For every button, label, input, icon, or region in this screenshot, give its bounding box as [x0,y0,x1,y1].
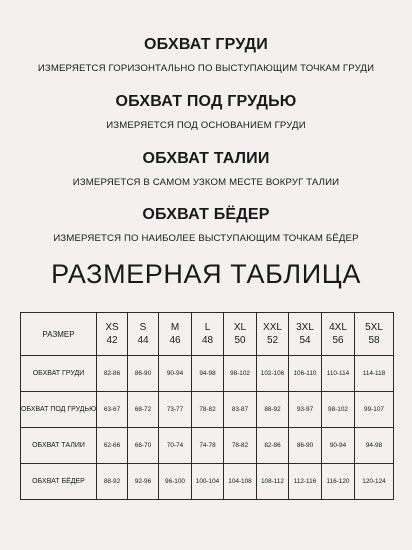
table-cell: 62-66 [97,428,128,464]
size-letter: M [170,322,180,333]
table-cell: 86-90 [289,428,322,464]
table-cell: 120-124 [355,464,394,500]
size-number: 44 [137,335,149,346]
table-cell: 104-108 [224,464,257,500]
row-label: ОБХВАТ БЁДЕР [21,464,97,500]
section-description: ИЗМЕРЯЕТСЯ ПОД ОСНОВАНИЕМ ГРУДИ [106,120,306,131]
table-cell: 74-78 [192,428,224,464]
table-cell: 88-92 [97,464,128,500]
size-column-header [289,313,322,356]
size-column-header [355,313,394,356]
size-number: 56 [332,335,344,346]
size-letter: XS [105,322,119,333]
table-cell: 90-94 [159,356,192,392]
row-label: ОБХВАТ ТАЛИИ [21,428,97,464]
size-letter: 4XL [329,322,347,333]
size-letter: 5XL [365,322,383,333]
size-number: 50 [234,335,246,346]
size-column-header [128,313,159,356]
section-heading: ОБХВАТ ПОД ГРУДЬЮ [115,93,297,110]
section-heading: ОБХВАТ ТАЛИИ [142,150,270,167]
table-cell: 68-72 [128,392,159,428]
table-cell: 94-98 [192,356,224,392]
section-description: ИЗМЕРЯЕТСЯ ПО НАИБОЛЕЕ ВЫСТУПАЮЩИМ ТОЧКАМ БЁДЕР [53,233,359,244]
size-column-header [224,313,257,356]
table-row-waist [21,428,394,464]
table-cell: 70-74 [159,428,192,464]
size-number: 58 [368,335,380,346]
size-header-row [21,313,394,356]
section-chest [0,36,412,75]
table-cell: 63-67 [97,392,128,428]
section-hips [0,206,412,245]
table-cell: 83-87 [224,392,257,428]
size-letter: 3XL [296,322,314,333]
size-number: 48 [201,335,214,346]
size-letter: L [204,322,211,333]
table-cell: 73-77 [159,392,192,428]
table-cell: 78-82 [192,392,224,428]
section-description: ИЗМЕРЯЕТСЯ ГОРИЗОНТАЛЬНО ПО ВЫСТУПАЮЩИМ ТОЧКАМ ГРУДИ [37,63,375,74]
size-letter: XL [233,322,247,333]
table-cell: 82-86 [257,428,289,464]
table-cell: 94-98 [355,428,394,464]
table-cell: 86-90 [128,356,159,392]
size-table [20,312,394,500]
section-description: ИЗМЕРЯЕТСЯ В САМОМ УЗКОМ МЕСТЕ ВОКРУГ ТАЛИИ [72,177,340,188]
table-cell: 98-102 [322,392,355,428]
table-cell: 93-97 [289,392,322,428]
size-column-header [257,313,289,356]
table-cell: 78-82 [224,428,257,464]
section-waist [0,150,412,189]
size-column-header [97,313,128,356]
size-corner-label: РАЗМЕР [21,313,97,356]
table-cell: 102-106 [257,356,289,392]
table-row-chest [21,356,394,392]
section-heading: ОБХВАТ БЁДЕР [142,206,270,223]
size-table-title: РАЗМЕРНАЯ ТАБЛИЦА [51,259,361,289]
row-label: ОБХВАТ ГРУДИ [21,356,97,392]
table-cell: 110-114 [322,356,355,392]
table-cell: 96-100 [159,464,192,500]
size-number: 42 [106,335,118,346]
table-cell: 99-107 [355,392,394,428]
section-underbust [0,93,412,132]
table-cell: 92-96 [128,464,159,500]
row-label: ОБХВАТ ПОД ГРУДЬЮ [21,392,97,428]
table-cell: 90-94 [322,428,355,464]
size-number: 46 [169,335,181,346]
table-cell: 88-92 [257,392,289,428]
table-cell: 116-120 [322,464,355,500]
table-row-hips [21,464,394,500]
table-cell: 112-116 [289,464,322,500]
size-number: 52 [266,335,279,346]
table-cell: 106-110 [289,356,322,392]
table-cell: 114-118 [355,356,394,392]
size-letter: XXL [263,322,282,333]
table-cell: 100-104 [192,464,224,500]
size-letter: S [139,322,147,333]
table-row-underbust [21,392,394,428]
table-cell: 98-102 [224,356,257,392]
size-number: 54 [299,335,311,346]
table-cell: 108-112 [257,464,289,500]
size-column-header [159,313,192,356]
section-heading: ОБХВАТ ГРУДИ [144,36,268,53]
size-column-header [322,313,355,356]
table-cell: 66-70 [128,428,159,464]
table-cell: 82-86 [97,356,128,392]
size-column-header [192,313,224,356]
